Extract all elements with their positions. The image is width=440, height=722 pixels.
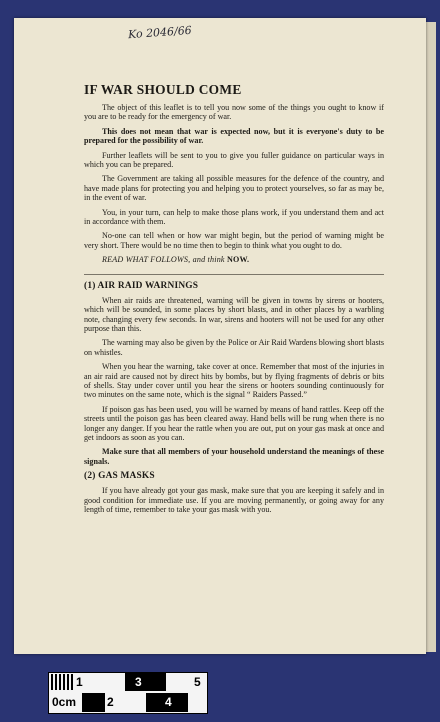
section-heading-air-raid: (1) AIR RAID WARNINGS (84, 280, 199, 291)
air-raid-paragraph-4: If poison gas has been used, you will be warned by means of hand rattles. Keep off the streets until the poison gas has been cleared away. Hand bells will be rung when there is no longer any danger. If you hear the rattle when you are out, put on your gas mask at once and get indoors as soon as you can. (84, 404, 384, 442)
scale-segment-8 (188, 693, 206, 712)
gas-masks-paragraph-1: If you have already got your gas mask, make sure that you are keeping it safely and in good condition for immediate use. If you are moving permanently, or going away for any length of time, remember to take your gas mask with you. (84, 486, 384, 514)
section-heading-gas-masks: (2) GAS MASKS (84, 471, 155, 482)
intro-paragraph-6: No-one can tell when or how war might begin, but the period of warning might be very short. There would be no time then to begin to think what you ought to do. (84, 231, 384, 250)
scale-label-3: 3 (135, 675, 142, 689)
closing-now: NOW. (226, 255, 250, 265)
scale-segment-5 (82, 693, 105, 712)
intro-paragraph-5: You, in your turn, can help to make those plans work, if you understand them and act in accordance with them. (84, 207, 384, 227)
page-title: IF WAR SHOULD COME (84, 82, 242, 97)
section-divider (84, 274, 384, 275)
scale-label-2: 2 (107, 695, 114, 709)
scale-ticks (51, 674, 91, 692)
intro-paragraph-2: This does not mean that war is expected now, but it is everyone's duty to be prepared for the possibility of war. (84, 126, 384, 146)
scale-label-1: 1 (76, 675, 83, 689)
leaflet-content (84, 82, 384, 519)
scale-segment-2 (125, 673, 166, 691)
intro-paragraph-4: The Government are taking all possible measures for the defence of the country, and have made plans for protecting you and helping you to protect yourselves, so far as may be, in the event of war. (84, 174, 384, 203)
closing-italic: READ WHAT FOLLOWS, and think (102, 255, 225, 265)
air-raid-paragraph-2: The warning may also be given by the Police or Air Raid Wardens blowing short blasts on whistles. (84, 338, 384, 357)
scale-label-4: 4 (165, 695, 172, 709)
scale-label-0cm: 0cm (52, 695, 77, 709)
scale-segment-1 (91, 673, 125, 691)
intro-paragraph-1: The object of this leaflet is to tell you now some of the things you ought to know if you are to be ready for the emergency of war. (84, 103, 384, 122)
air-raid-bold-note: Make sure that all members of your household understand the meanings of these signals. (84, 447, 384, 466)
air-raid-paragraph-1: When air raids are threatened, warning will be given in towns by sirens or hooters, which will be sounded, in some places by short blasts, and in other places by a warbling note, changing every few seconds. In war, sirens and hooters will not be used for any other purpose than this. (84, 295, 384, 333)
closing-line (102, 255, 384, 264)
scale-bar (48, 672, 208, 714)
handwritten-reference: Ko 2046/66 (127, 23, 193, 42)
scale-label-5: 5 (194, 675, 201, 689)
air-raid-paragraph-3: When you hear the warning, take cover at once. Remember that most of the injuries in an air raid are caused not by direct hits by bombs, but by flying fragments of debris or bits of shells. Stay under cover until you hear the sirens or hooters sounding continuously for two minutes on the same note, which is the signal “ Raiders Passed.” (84, 362, 384, 400)
intro-paragraph-3: Further leaflets will be sent to you to give you fuller guidance on particular ways in which you can be prepared. (84, 150, 384, 170)
